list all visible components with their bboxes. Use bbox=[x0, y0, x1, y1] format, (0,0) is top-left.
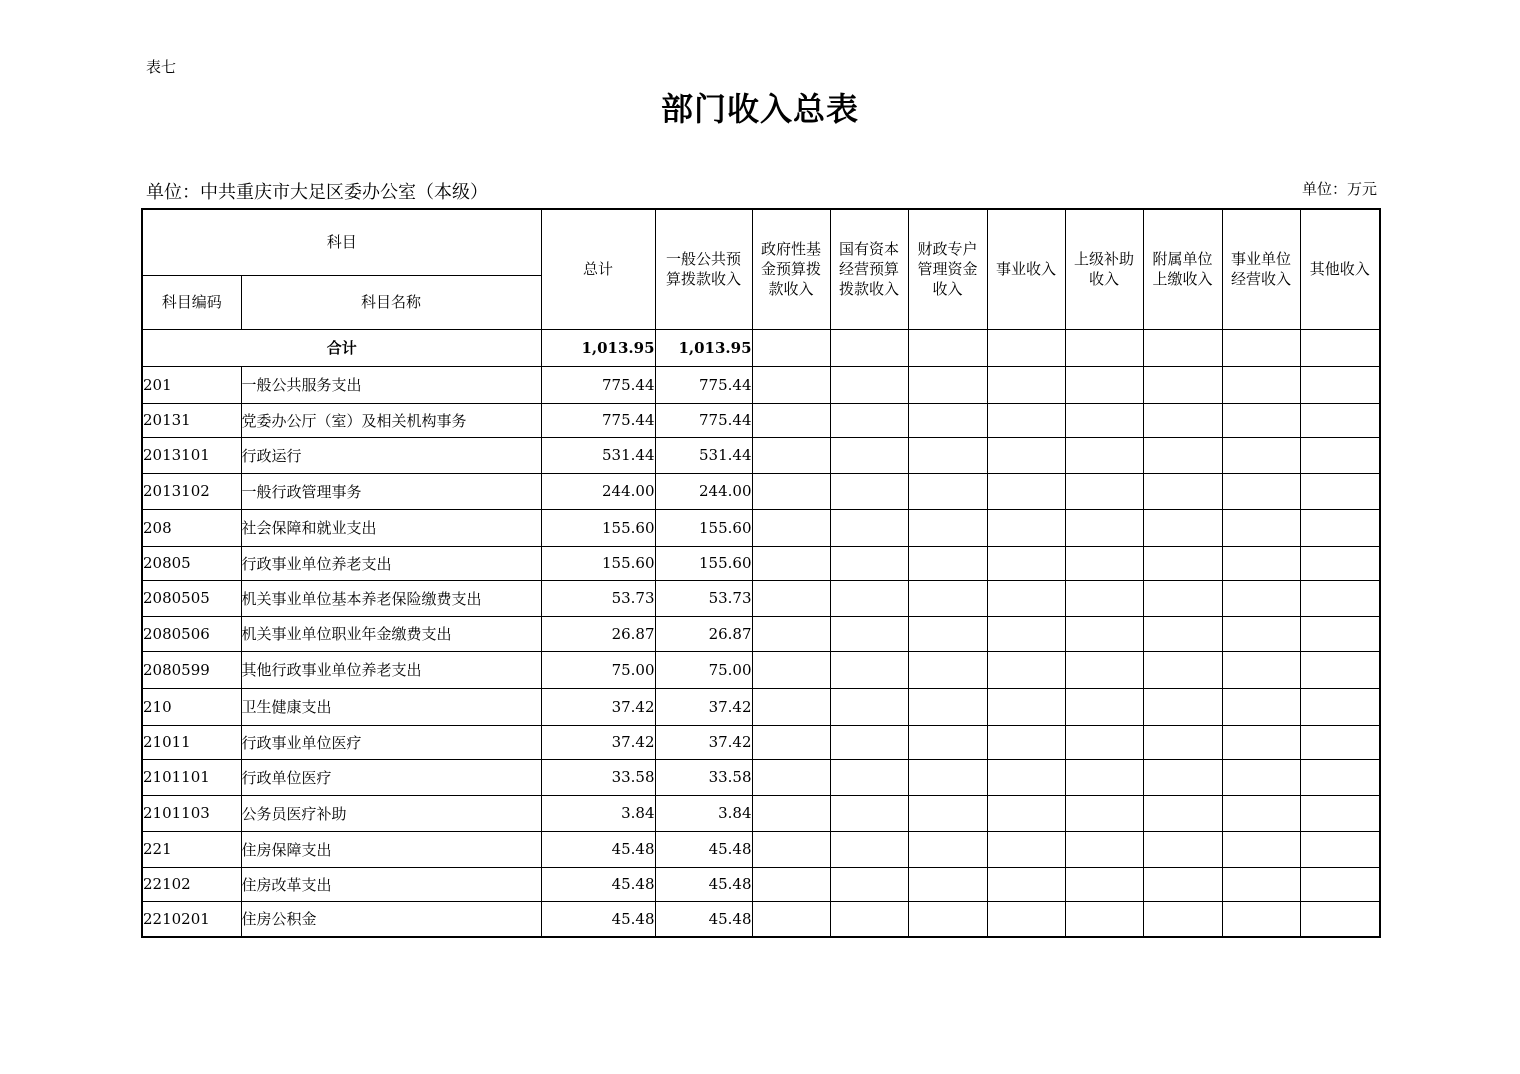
empty-cell bbox=[987, 616, 1065, 651]
row-code: 2210201 bbox=[142, 901, 241, 937]
empty-cell bbox=[1065, 473, 1143, 509]
empty-cell bbox=[830, 725, 908, 759]
empty-cell bbox=[752, 759, 830, 795]
empty-cell bbox=[1143, 366, 1222, 403]
empty-cell bbox=[908, 616, 987, 651]
empty-cell bbox=[752, 580, 830, 616]
row-total: 775.44 bbox=[541, 366, 655, 403]
empty-cell bbox=[1300, 473, 1380, 509]
row-code: 221 bbox=[142, 831, 241, 867]
empty-cell bbox=[1300, 616, 1380, 651]
empty-cell bbox=[1222, 329, 1300, 366]
empty-cell bbox=[830, 795, 908, 831]
empty-cell bbox=[1300, 403, 1380, 437]
row-total: 155.60 bbox=[541, 546, 655, 580]
row-code: 2080505 bbox=[142, 580, 241, 616]
empty-cell bbox=[1065, 901, 1143, 937]
empty-cell bbox=[987, 725, 1065, 759]
empty-cell bbox=[1065, 795, 1143, 831]
empty-cell bbox=[1300, 580, 1380, 616]
empty-cell bbox=[1143, 831, 1222, 867]
row-name: 一般公共服务支出 bbox=[241, 366, 541, 403]
table-row bbox=[142, 759, 1380, 795]
empty-cell bbox=[830, 580, 908, 616]
empty-cell bbox=[1222, 901, 1300, 937]
row-general: 33.58 bbox=[655, 759, 752, 795]
empty-cell bbox=[1300, 831, 1380, 867]
row-total: 53.73 bbox=[541, 580, 655, 616]
empty-cell bbox=[1143, 546, 1222, 580]
empty-cell bbox=[987, 867, 1065, 901]
empty-cell bbox=[1143, 403, 1222, 437]
empty-cell bbox=[1222, 509, 1300, 546]
empty-cell bbox=[987, 759, 1065, 795]
table-row bbox=[142, 473, 1380, 509]
header-subject-name: 科目名称 bbox=[241, 275, 541, 329]
empty-cell bbox=[908, 366, 987, 403]
row-name: 行政事业单位医疗 bbox=[241, 725, 541, 759]
empty-cell bbox=[908, 901, 987, 937]
empty-cell bbox=[1065, 725, 1143, 759]
empty-cell bbox=[1143, 329, 1222, 366]
page-title: 部门收入总表 bbox=[660, 90, 859, 128]
empty-cell bbox=[1143, 580, 1222, 616]
table-row bbox=[142, 867, 1380, 901]
empty-cell bbox=[830, 546, 908, 580]
empty-cell bbox=[1300, 795, 1380, 831]
table-row bbox=[142, 546, 1380, 580]
row-name: 其他行政事业单位养老支出 bbox=[241, 651, 541, 688]
row-name: 卫生健康支出 bbox=[241, 688, 541, 725]
empty-cell bbox=[1143, 795, 1222, 831]
header-total: 总计 bbox=[541, 209, 655, 329]
empty-cell bbox=[987, 901, 1065, 937]
header-subject: 科目 bbox=[142, 209, 541, 275]
empty-cell bbox=[1300, 901, 1380, 937]
empty-cell bbox=[752, 437, 830, 473]
row-general: 3.84 bbox=[655, 795, 752, 831]
empty-cell bbox=[752, 725, 830, 759]
row-general: 26.87 bbox=[655, 616, 752, 651]
total-total: 1,013.95 bbox=[541, 329, 655, 366]
total-general: 1,013.95 bbox=[655, 329, 752, 366]
row-name: 一般行政管理事务 bbox=[241, 473, 541, 509]
row-code: 2080599 bbox=[142, 651, 241, 688]
empty-cell bbox=[830, 867, 908, 901]
row-code: 21011 bbox=[142, 725, 241, 759]
empty-cell bbox=[752, 867, 830, 901]
empty-cell bbox=[908, 580, 987, 616]
empty-cell bbox=[830, 329, 908, 366]
header-general-budget bbox=[655, 209, 752, 329]
row-total: 37.42 bbox=[541, 688, 655, 725]
empty-cell bbox=[1222, 403, 1300, 437]
empty-cell bbox=[1143, 759, 1222, 795]
row-code: 20131 bbox=[142, 403, 241, 437]
row-name: 住房公积金 bbox=[241, 901, 541, 937]
empty-cell bbox=[830, 616, 908, 651]
empty-cell bbox=[752, 329, 830, 366]
row-total: 45.48 bbox=[541, 867, 655, 901]
income-table bbox=[141, 208, 1381, 938]
empty-cell bbox=[1143, 651, 1222, 688]
empty-cell bbox=[752, 651, 830, 688]
empty-cell bbox=[1300, 688, 1380, 725]
table-row bbox=[142, 795, 1380, 831]
empty-cell bbox=[908, 867, 987, 901]
empty-cell bbox=[1065, 509, 1143, 546]
empty-cell bbox=[1300, 725, 1380, 759]
row-total: 45.48 bbox=[541, 831, 655, 867]
empty-cell bbox=[908, 795, 987, 831]
header-superior-subsidy-text: 上级补助收入 bbox=[1074, 250, 1135, 289]
unit-currency: 单位：万元 bbox=[1301, 180, 1377, 198]
row-total: 244.00 bbox=[541, 473, 655, 509]
row-total: 33.58 bbox=[541, 759, 655, 795]
row-total: 75.00 bbox=[541, 651, 655, 688]
empty-cell bbox=[1143, 901, 1222, 937]
empty-cell bbox=[752, 795, 830, 831]
empty-cell bbox=[1300, 546, 1380, 580]
empty-cell bbox=[1065, 688, 1143, 725]
header-affiliated-remit-text: 附属单位上缴收入 bbox=[1152, 250, 1213, 289]
empty-cell bbox=[987, 831, 1065, 867]
empty-cell bbox=[1222, 366, 1300, 403]
header-state-capital-text: 国有资本经营预算拨款收入 bbox=[839, 240, 900, 299]
empty-cell bbox=[1065, 867, 1143, 901]
empty-cell bbox=[1143, 688, 1222, 725]
empty-cell bbox=[1222, 759, 1300, 795]
empty-cell bbox=[830, 403, 908, 437]
table-row bbox=[142, 901, 1380, 937]
row-total: 531.44 bbox=[541, 437, 655, 473]
empty-cell bbox=[987, 473, 1065, 509]
table-row bbox=[142, 366, 1380, 403]
empty-cell bbox=[752, 366, 830, 403]
table-row bbox=[142, 688, 1380, 725]
empty-cell bbox=[752, 403, 830, 437]
row-general: 775.44 bbox=[655, 366, 752, 403]
header-fiscal-special bbox=[908, 209, 987, 329]
empty-cell bbox=[830, 509, 908, 546]
empty-cell bbox=[908, 725, 987, 759]
empty-cell bbox=[1065, 329, 1143, 366]
empty-cell bbox=[1300, 867, 1380, 901]
empty-cell bbox=[908, 509, 987, 546]
empty-cell bbox=[830, 901, 908, 937]
header-general-budget-text: 一般公共预算拨款收入 bbox=[666, 250, 742, 289]
empty-cell bbox=[1300, 651, 1380, 688]
header-state-capital bbox=[830, 209, 908, 329]
row-general: 53.73 bbox=[655, 580, 752, 616]
row-name: 公务员医疗补助 bbox=[241, 795, 541, 831]
row-code: 2013102 bbox=[142, 473, 241, 509]
row-code: 2101101 bbox=[142, 759, 241, 795]
row-general: 531.44 bbox=[655, 437, 752, 473]
empty-cell bbox=[752, 831, 830, 867]
empty-cell bbox=[830, 366, 908, 403]
header-gov-fund-text: 政府性基金预算拨款收入 bbox=[761, 240, 822, 299]
header-superior-subsidy bbox=[1065, 209, 1143, 329]
row-total: 3.84 bbox=[541, 795, 655, 831]
table-body bbox=[142, 329, 1380, 937]
empty-cell bbox=[1065, 759, 1143, 795]
empty-cell bbox=[1143, 437, 1222, 473]
empty-cell bbox=[1300, 329, 1380, 366]
empty-cell bbox=[1222, 437, 1300, 473]
empty-cell bbox=[987, 546, 1065, 580]
empty-cell bbox=[908, 651, 987, 688]
row-name: 机关事业单位职业年金缴费支出 bbox=[241, 616, 541, 651]
empty-cell bbox=[752, 546, 830, 580]
empty-cell bbox=[908, 329, 987, 366]
header-business-income: 事业收入 bbox=[987, 209, 1065, 329]
empty-cell bbox=[1222, 688, 1300, 725]
header-operating-income-text: 事业单位经营收入 bbox=[1231, 250, 1292, 289]
table-row bbox=[142, 725, 1380, 759]
empty-cell bbox=[1143, 616, 1222, 651]
empty-cell bbox=[1065, 546, 1143, 580]
empty-cell bbox=[1065, 366, 1143, 403]
row-total: 155.60 bbox=[541, 509, 655, 546]
empty-cell bbox=[908, 473, 987, 509]
empty-cell bbox=[830, 651, 908, 688]
row-code: 2101103 bbox=[142, 795, 241, 831]
table-row bbox=[142, 616, 1380, 651]
row-general: 775.44 bbox=[655, 403, 752, 437]
row-total: 26.87 bbox=[541, 616, 655, 651]
row-general: 45.48 bbox=[655, 867, 752, 901]
header-subject-code: 科目编码 bbox=[142, 275, 241, 329]
row-general: 244.00 bbox=[655, 473, 752, 509]
total-row bbox=[142, 329, 1380, 366]
empty-cell bbox=[830, 473, 908, 509]
empty-cell bbox=[1065, 831, 1143, 867]
table-label: 表七 bbox=[146, 58, 177, 76]
empty-cell bbox=[1143, 509, 1222, 546]
row-general: 155.60 bbox=[655, 509, 752, 546]
empty-cell bbox=[752, 473, 830, 509]
empty-cell bbox=[987, 403, 1065, 437]
empty-cell bbox=[908, 546, 987, 580]
empty-cell bbox=[1222, 795, 1300, 831]
table-row bbox=[142, 403, 1380, 437]
row-general: 37.42 bbox=[655, 725, 752, 759]
header-fiscal-special-text: 财政专户管理资金收入 bbox=[917, 240, 978, 299]
empty-cell bbox=[830, 688, 908, 725]
total-label: 合计 bbox=[142, 329, 541, 366]
row-total: 45.48 bbox=[541, 901, 655, 937]
row-code: 210 bbox=[142, 688, 241, 725]
empty-cell bbox=[908, 831, 987, 867]
row-general: 37.42 bbox=[655, 688, 752, 725]
empty-cell bbox=[752, 509, 830, 546]
empty-cell bbox=[908, 403, 987, 437]
row-name: 住房保障支出 bbox=[241, 831, 541, 867]
table-header bbox=[142, 209, 1380, 329]
header-operating-income bbox=[1222, 209, 1300, 329]
empty-cell bbox=[1143, 473, 1222, 509]
empty-cell bbox=[1222, 725, 1300, 759]
empty-cell bbox=[1065, 403, 1143, 437]
row-name: 住房改革支出 bbox=[241, 867, 541, 901]
row-total: 775.44 bbox=[541, 403, 655, 437]
empty-cell bbox=[1065, 580, 1143, 616]
row-general: 75.00 bbox=[655, 651, 752, 688]
row-name: 机关事业单位基本养老保险缴费支出 bbox=[241, 580, 541, 616]
empty-cell bbox=[987, 437, 1065, 473]
empty-cell bbox=[1065, 616, 1143, 651]
empty-cell bbox=[1222, 831, 1300, 867]
row-name: 社会保障和就业支出 bbox=[241, 509, 541, 546]
empty-cell bbox=[987, 366, 1065, 403]
header-gov-fund bbox=[752, 209, 830, 329]
empty-cell bbox=[1143, 867, 1222, 901]
empty-cell bbox=[1065, 651, 1143, 688]
table-row bbox=[142, 509, 1380, 546]
row-code: 22102 bbox=[142, 867, 241, 901]
row-name: 行政运行 bbox=[241, 437, 541, 473]
row-general: 45.48 bbox=[655, 901, 752, 937]
empty-cell bbox=[908, 759, 987, 795]
row-general: 45.48 bbox=[655, 831, 752, 867]
empty-cell bbox=[1065, 437, 1143, 473]
empty-cell bbox=[987, 580, 1065, 616]
empty-cell bbox=[1222, 867, 1300, 901]
empty-cell bbox=[1222, 580, 1300, 616]
header-other-income: 其他收入 bbox=[1300, 209, 1380, 329]
row-code: 20805 bbox=[142, 546, 241, 580]
table-row bbox=[142, 580, 1380, 616]
empty-cell bbox=[752, 901, 830, 937]
empty-cell bbox=[987, 688, 1065, 725]
empty-cell bbox=[830, 831, 908, 867]
table-row bbox=[142, 437, 1380, 473]
empty-cell bbox=[987, 651, 1065, 688]
empty-cell bbox=[1222, 546, 1300, 580]
row-code: 208 bbox=[142, 509, 241, 546]
empty-cell bbox=[1143, 725, 1222, 759]
empty-cell bbox=[1222, 616, 1300, 651]
empty-cell bbox=[1300, 437, 1380, 473]
empty-cell bbox=[1222, 651, 1300, 688]
empty-cell bbox=[1300, 759, 1380, 795]
row-name: 行政事业单位养老支出 bbox=[241, 546, 541, 580]
empty-cell bbox=[908, 437, 987, 473]
empty-cell bbox=[987, 509, 1065, 546]
empty-cell bbox=[987, 795, 1065, 831]
table-row bbox=[142, 651, 1380, 688]
table-row bbox=[142, 831, 1380, 867]
empty-cell bbox=[908, 688, 987, 725]
header-affiliated-remit bbox=[1143, 209, 1222, 329]
row-code: 2080506 bbox=[142, 616, 241, 651]
empty-cell bbox=[752, 616, 830, 651]
empty-cell bbox=[830, 437, 908, 473]
unit-organization: 单位：中共重庆市大足区委办公室（本级） bbox=[146, 182, 488, 203]
empty-cell bbox=[752, 688, 830, 725]
empty-cell bbox=[1300, 366, 1380, 403]
row-total: 37.42 bbox=[541, 725, 655, 759]
empty-cell bbox=[1300, 509, 1380, 546]
row-code: 2013101 bbox=[142, 437, 241, 473]
empty-cell bbox=[987, 329, 1065, 366]
row-name: 行政单位医疗 bbox=[241, 759, 541, 795]
empty-cell bbox=[830, 759, 908, 795]
row-name: 党委办公厅（室）及相关机构事务 bbox=[241, 403, 541, 437]
empty-cell bbox=[1222, 473, 1300, 509]
row-code: 201 bbox=[142, 366, 241, 403]
row-general: 155.60 bbox=[655, 546, 752, 580]
